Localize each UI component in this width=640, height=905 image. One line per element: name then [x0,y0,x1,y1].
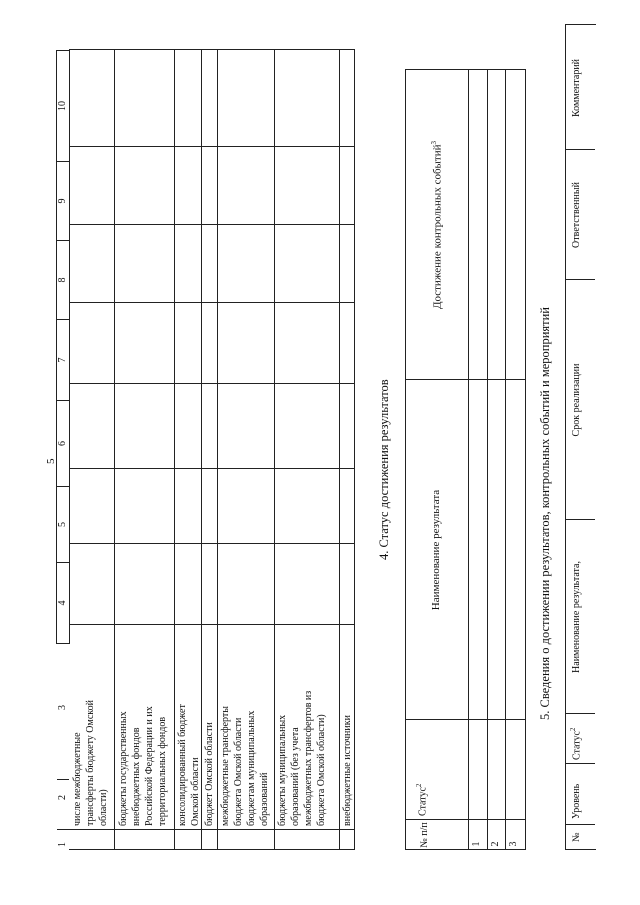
row-text-5: межбюджетные трансферты бюджета Омской области бюджетам муниципальных образований [220,706,270,826]
col-number-9: 9 [57,162,70,241]
col-comment-header: Комментарий [571,58,582,118]
section4-title: 4. Статус достижения результатов [377,379,391,560]
table-column-numbers-row [57,51,70,851]
col-term-header: Срок реализации [571,363,582,437]
row-text-7: внебюджетные источники [342,715,353,826]
col-number-6: 6 [57,401,70,487]
col-status-header: Статус$^2$ [569,727,583,760]
col-num-header: № п/п [419,822,430,848]
row-text-4: бюджет Омской области [204,722,215,826]
row-num-1: 1 [471,841,482,847]
col-result-name-header: Наименование результата [430,489,442,611]
col-num-header: № [571,832,582,842]
row-text-6: бюджеты муниципальных образований (без учета межбюджетных трансфертов из бюджета Омской области) [277,690,327,826]
page-number: 5 [45,458,57,464]
results-status-table [405,70,525,850]
col-level-header: Уровень [571,783,582,819]
row-text-2: бюджеты государственных внебюджетных фондов Российской Федерации и их территориальных фондов [118,706,168,826]
col-status-header: Статус$^2$ [415,783,429,816]
row-num-3: 3 [508,841,519,847]
section5-title: 5. Сведения о достижении результатов, контрольных событий и мероприятий [538,307,552,720]
col-responsible-header: Ответственный [571,182,582,248]
col-number-4: 4 [57,563,70,644]
row-num-2: 2 [490,841,501,847]
col-control-events-header: Достижение контрольных событий$^3$ [430,140,444,310]
col-number-5: 5 [57,487,70,563]
financing-table-body [69,50,359,850]
col-number-2: 2 [56,795,68,800]
col-name-header: Наименование результата, [571,561,582,673]
row-text-3: консолидированный бюджет Омской области [177,704,201,826]
col-number-10: 10 [57,51,70,162]
row-text-1: числе межбюджетные трансферты бюджету Омской области) [72,699,109,826]
col-number-8: 8 [57,241,70,320]
col-number-7: 7 [57,320,70,401]
section5-table [565,25,591,850]
financing-table [56,50,70,850]
col-number-3: 3 [56,705,68,710]
col-number-1: 1 [56,842,68,847]
